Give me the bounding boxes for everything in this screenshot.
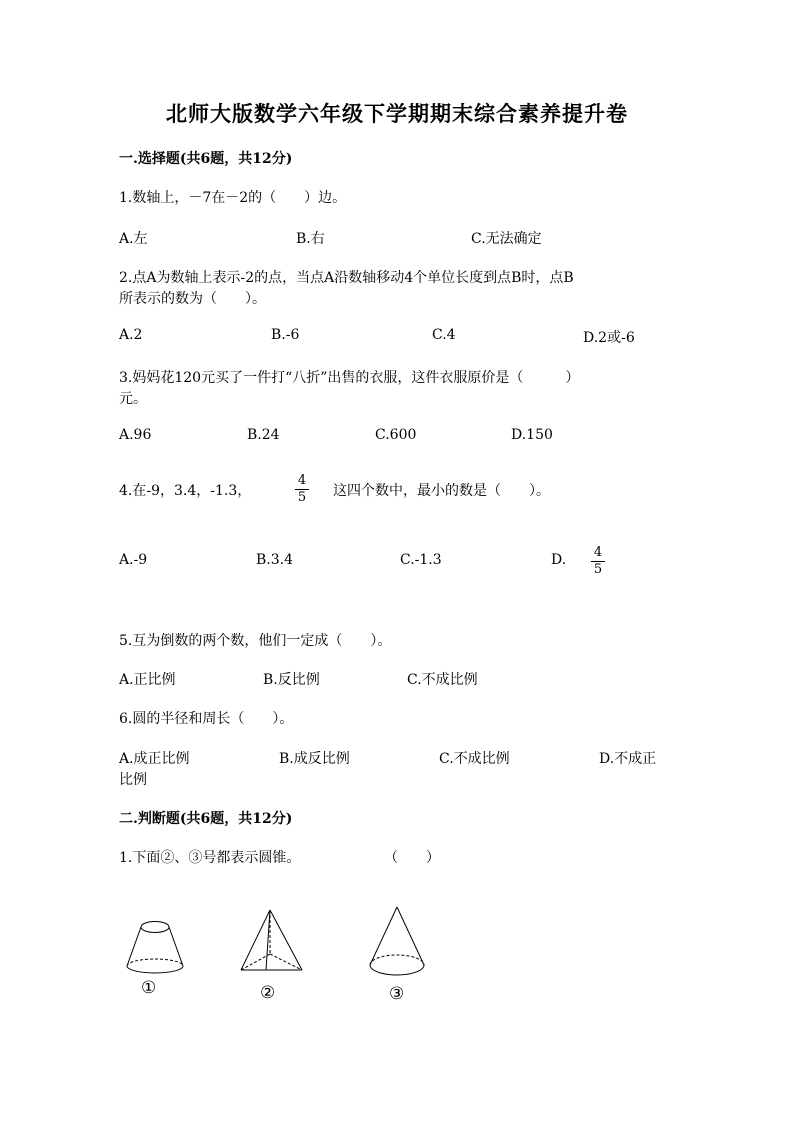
question-4-stem-part2: 这四个数中，最小的数是（ ）。 bbox=[333, 483, 550, 499]
section-2-heading: 二.判断题(共6题，共12分) bbox=[119, 811, 293, 827]
figure-label-2: ② bbox=[260, 983, 276, 1003]
fraction-denominator: 5 bbox=[297, 490, 307, 505]
question-3-option-a: A.96 bbox=[119, 427, 152, 443]
question-3-stem-line2: 元。 bbox=[119, 391, 147, 407]
question-6-option-d-line1: D.不成正 bbox=[599, 751, 657, 767]
fraction-numerator: 4 bbox=[297, 473, 307, 488]
frustum-figure bbox=[120, 918, 190, 978]
fraction-denominator: 5 bbox=[593, 562, 603, 577]
question-4-option-b: B.3.4 bbox=[256, 552, 294, 568]
question-4-fraction bbox=[295, 474, 309, 505]
question-2-stem-line1: 2.点A为数轴上表示-2的点，当点A沿数轴移动4个单位长度到点B时，点B bbox=[119, 270, 574, 286]
question-6-option-d-line2: 比例 bbox=[119, 772, 147, 788]
judge-question-1-stem: 1.下面②、③号都表示圆锥。 bbox=[119, 850, 301, 866]
question-2-option-d: D.2或-6 bbox=[583, 330, 635, 346]
judge-question-1-blank: （ ） bbox=[384, 850, 440, 866]
question-3-stem-line1: 3.妈妈花120元买了一件打“八折”出售的衣服，这件衣服原价是（ ） bbox=[119, 370, 580, 386]
question-1-stem: 1.数轴上，－7在－2的（ ）边。 bbox=[119, 190, 347, 206]
cone-figure bbox=[364, 903, 430, 979]
pyramid-figure bbox=[236, 906, 306, 976]
figure-label-3: ③ bbox=[389, 984, 405, 1004]
question-2-option-c: C.4 bbox=[432, 327, 456, 343]
figure-label-1: ① bbox=[141, 978, 157, 998]
question-5-stem: 5.互为倒数的两个数，他们一定成（ ）。 bbox=[119, 633, 392, 649]
page-title: 北师大版数学六年级下学期期末综合素养提升卷 bbox=[166, 101, 628, 126]
question-5-option-a: A.正比例 bbox=[119, 672, 176, 688]
question-4-option-c: C.-1.3 bbox=[400, 552, 442, 568]
question-5-option-c: C.不成比例 bbox=[407, 672, 478, 688]
question-4-option-d: D. bbox=[551, 552, 567, 568]
question-4-option-d-fraction bbox=[591, 546, 605, 577]
question-1-option-a: A.左 bbox=[119, 231, 148, 247]
question-6-option-c: C.不成比例 bbox=[439, 751, 510, 767]
question-3-option-b: B.24 bbox=[247, 427, 280, 443]
section-1-heading: 一.选择题(共6题，共12分) bbox=[119, 151, 293, 167]
question-4-option-a: A.-9 bbox=[119, 552, 148, 568]
question-3-option-d: D.150 bbox=[511, 427, 553, 443]
question-4-stem-part1: 4.在-9，3.4，-1.3， bbox=[119, 483, 252, 499]
question-1-option-b: B.右 bbox=[296, 231, 325, 247]
question-2-option-a: A.2 bbox=[119, 327, 143, 343]
question-2-stem-line2: 所表示的数为（ ）。 bbox=[119, 291, 266, 307]
question-1-option-c: C.无法确定 bbox=[471, 231, 542, 247]
question-5-option-b: B.反比例 bbox=[263, 672, 320, 688]
question-6-option-b: B.成反比例 bbox=[279, 751, 350, 767]
question-2-option-b: B.-6 bbox=[271, 327, 300, 343]
fraction-numerator: 4 bbox=[593, 545, 603, 560]
question-3-option-c: C.600 bbox=[375, 427, 417, 443]
question-6-option-a: A.成正比例 bbox=[119, 751, 190, 767]
question-6-stem: 6.圆的半径和周长（ ）。 bbox=[119, 711, 294, 727]
